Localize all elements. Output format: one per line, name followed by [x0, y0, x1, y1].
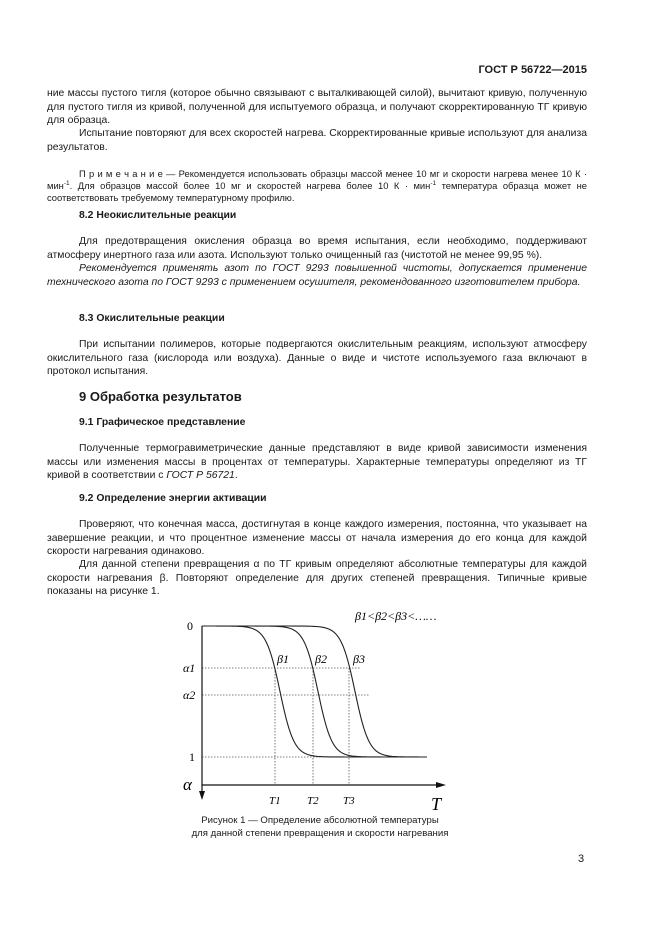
paragraph: Испытание повторяют для всех скоростей нагрева. Скорректированные кривые используют для анализа результатов. [47, 128, 587, 153]
document-id-header: ГОСТ Р 56722—2015 [478, 64, 587, 76]
note-text: . Для образцов массой более 10 мг и скоростей нагрева более 10 К · мин [69, 180, 431, 191]
y-label-one: 1 [189, 750, 195, 764]
superscript: -1 [430, 180, 437, 187]
tg-curve-beta3 [202, 626, 427, 757]
y-label-zero: 0 [187, 619, 193, 633]
note-text: П р и м е ч а н и е — Рекомендуется использовать образцы массой менее 10 мг и скорости нагрева менее 10 К · мин [47, 168, 587, 191]
figure-caption: Рисунок 1 — Определение абсолютной температуры [201, 815, 439, 826]
paragraph: ние массы пустого тигля (которое обычно связывают с выталкивающей силой), вычитают кривую, полученную для пустого тигля из кривой, полученной для испытуемого образца, и получают скорректированную ТГ кривую для образца. [47, 88, 587, 126]
section-heading: 8.3 Окислительные реакции [79, 313, 225, 324]
superscript: -1 [63, 180, 70, 187]
y-label-alpha2: α2 [183, 688, 196, 702]
curve-label-beta1: β1 [277, 652, 289, 666]
figure-caption: для данной степени превращения и скорости нагревания [191, 828, 449, 839]
paragraph-text: . [234, 470, 238, 481]
note-text: температура образца может не соответствовать требуемому температурному профилю. [47, 180, 587, 203]
tg-curve-beta1 [202, 626, 427, 757]
x-axis-label: T [431, 794, 442, 814]
y-axis-label: α [183, 775, 192, 794]
x-label-t3: T3 [343, 795, 355, 807]
paragraph [47, 442, 587, 483]
paragraph-text: Полученные термогравиметрические данные представляют в виде кривой зависимости изменения массы или изменения массы в процентах от температуры. Характерные температуры определяют из ТГ кривой в соответствии с [47, 443, 587, 481]
paragraph: Для предотвращения окисления образца во время испытания, если необходимо, поддерживают атмосферу инертного газа или азота. Используют только очищенный газ (чистотой не менее 99,95 %). [47, 236, 587, 261]
legend: β1<β2<β3<…… [355, 609, 437, 623]
curve-label-beta3: β3 [353, 652, 365, 666]
note [47, 168, 587, 204]
section-heading: 9 Обработка результатов [79, 389, 242, 404]
y-axis-arrow-icon [199, 791, 205, 800]
x-label-t2: T2 [307, 795, 319, 807]
x-label-t1: T1 [269, 795, 281, 807]
figure-1-tg-curves [170, 600, 470, 815]
paragraph: Для данной степени превращения α по ТГ кривым определяют абсолютные температуры для каждой скорости нагревания β. Повторяют определение для других степеней превращения. Типичные кривые показаны на рисунке 1. [47, 559, 587, 597]
tg-curve-beta2 [202, 626, 427, 757]
page-number: 3 [578, 853, 585, 865]
section-heading: 8.2 Неокислительные реакции [79, 210, 237, 221]
paragraph: При испытании полимеров, которые подвергаются окислительным реакциям, используют атмосферу окислительного газа (кислорода или воздуха). Данные о виде и чистоте используемого газа включают в протокол испытания. [47, 339, 587, 377]
paragraph: Рекомендуется применять азот по ГОСТ 9293 повышенной чистоты, допускается применение технического азота по ГОСТ 9293 с применением осушителя, рекомендованного изготовителем прибора. [47, 263, 587, 288]
paragraph: Проверяют, что конечная масса, достигнутая в конце каждого измерения, постоянна, что указывает на завершение реакции, и что процентное изменение массы от начала измерения до его конца для каждой скорости нагревания одинаково. [47, 519, 587, 557]
curve-label-beta2: β2 [315, 652, 327, 666]
section-heading: 9.1 Графическое представление [79, 417, 246, 428]
y-label-alpha1: α1 [183, 661, 196, 675]
section-heading: 9.2 Определение энергии активации [79, 493, 267, 504]
x-axis-arrow-icon [436, 782, 446, 788]
standard-reference: ГОСТ Р 56721 [166, 470, 235, 481]
